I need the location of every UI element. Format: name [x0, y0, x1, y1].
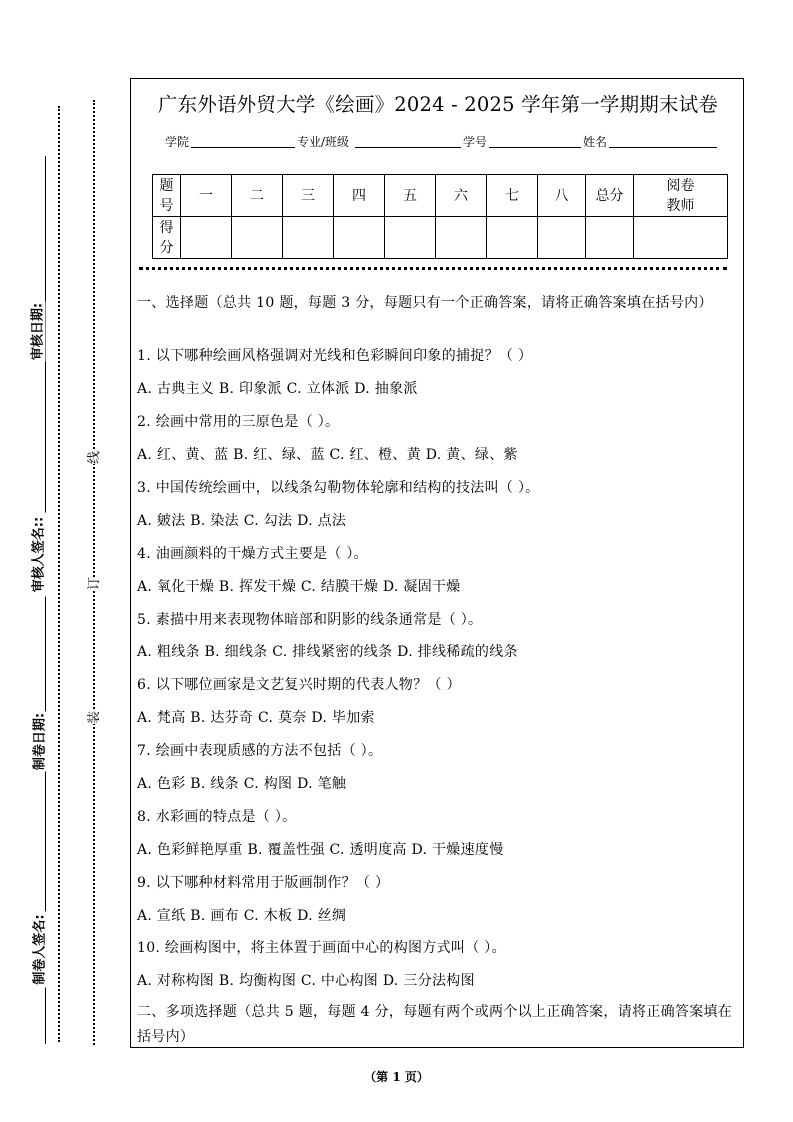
college-label: 学院	[165, 135, 190, 149]
question-4: 4. 油画颜料的干燥方式主要是（ ）。	[137, 546, 368, 562]
score-cell[interactable]	[283, 217, 334, 259]
score-table	[152, 174, 728, 259]
make-date-label: 制卷日期:	[29, 712, 48, 772]
section1-heading: 一、选择题（总共 10 题，每题 3 分，每题只有一个正确答案，请将正确答案填在括号内）	[137, 295, 713, 311]
major-label: 专业/班级	[297, 135, 350, 149]
question-1: 1. 以下哪种绘画风格强调对光线和色彩瞬间印象的捕捉？（ ）	[137, 348, 533, 364]
dotted-separator	[139, 267, 727, 270]
reviewer-label: 阅卷 教师	[634, 175, 728, 217]
options-9: A. 宣纸 B. 画布 C. 木板 D. 丝绸	[137, 908, 347, 924]
score-cell[interactable]	[487, 217, 538, 259]
score-cell[interactable]	[181, 217, 232, 259]
options-2: A. 红、黄、蓝 B. 红、绿、蓝 C. 红、橙、黄 D. 黄、绿、紫	[137, 447, 518, 463]
exam-frame	[130, 78, 744, 1048]
page-number: （第 1 页）	[364, 1070, 429, 1084]
options-10: A. 对称构图 B. 均衡构图 C. 中心构图 D. 三分法构图	[137, 973, 475, 989]
col-5: 五	[385, 175, 436, 217]
binding-char-bind: 装	[83, 711, 102, 724]
question-5: 5. 素描中用来表现物体暗部和阴影的线条通常是（ ）。	[137, 612, 483, 628]
score-cell[interactable]	[586, 217, 634, 259]
dotted-line-left	[58, 106, 60, 1042]
options-8: A. 色彩鲜艳厚重 B. 覆盖性强 C. 透明度高 D. 干燥速度慢	[137, 842, 504, 858]
student-id-label: 学号	[463, 135, 488, 149]
student-id-field[interactable]	[489, 147, 581, 148]
score-label: 得 分	[153, 217, 181, 259]
score-table-score-row	[153, 217, 728, 259]
options-6: A. 梵高 B. 达芬奇 C. 莫奈 D. 毕加索	[137, 710, 375, 726]
exam-title: 广东外语外贸大学《绘画》2024 - 2025 学年第一学期期末试卷	[157, 93, 719, 116]
binding-char-order: 订	[83, 577, 102, 590]
col-2: 二	[232, 175, 283, 217]
question-7: 7. 绘画中表现质感的方法不包括（ ）。	[137, 743, 383, 759]
score-cell[interactable]	[538, 217, 586, 259]
name-field[interactable]	[609, 147, 717, 148]
col-4: 四	[334, 175, 385, 217]
reviewer-sign-label: 审核人签名::	[28, 513, 47, 597]
score-cell[interactable]	[232, 217, 283, 259]
options-1: A. 古典主义 B. 印象派 C. 立体派 D. 抽象派	[137, 381, 418, 397]
question-number-label: 题 号	[153, 175, 181, 217]
score-cell[interactable]	[334, 217, 385, 259]
question-10: 10. 绘画构图中，将主体置于画面中心的构图方式叫（ ）。	[137, 940, 506, 956]
question-3: 3. 中国传统绘画中，以线条勾勒物体轮廓和结构的技法叫（ ）。	[137, 480, 540, 496]
options-3: A. 皴法 B. 染法 C. 勾法 D. 点法	[137, 513, 347, 529]
col-8: 八	[538, 175, 586, 217]
question-9: 9. 以下哪种材料常用于版画制作？（ ）	[137, 875, 390, 891]
col-1: 一	[181, 175, 232, 217]
col-total: 总分	[586, 175, 634, 217]
major-field[interactable]	[355, 147, 461, 148]
binding-char-line: 线	[83, 451, 102, 464]
question-6: 6. 以下哪位画家是文艺复兴时期的代表人物？（ ）	[137, 677, 461, 693]
options-4: A. 氧化干燥 B. 挥发干燥 C. 结膜干燥 D. 凝固干燥	[137, 579, 461, 595]
col-7: 七	[487, 175, 538, 217]
binding-dotted-line	[93, 100, 95, 1045]
col-6: 六	[436, 175, 487, 217]
college-field[interactable]	[191, 147, 295, 148]
col-3: 三	[283, 175, 334, 217]
section2-heading: 二、多项选择题（总共 5 题，每题 4 分，每题有两个或两个以上正确答案，请将正确答案填在括号内）	[137, 1004, 733, 1045]
question-2: 2. 绘画中常用的三原色是（ ）。	[137, 414, 340, 430]
review-date-label: 审核日期:	[27, 302, 46, 362]
question-8: 8. 水彩画的特点是（ ）。	[137, 809, 297, 825]
score-table-header-row	[153, 175, 728, 217]
reviewer-cell[interactable]	[634, 217, 728, 259]
score-cell[interactable]	[385, 217, 436, 259]
score-cell[interactable]	[436, 217, 487, 259]
maker-sign-label: 制卷人签名:	[29, 912, 48, 988]
options-5: A. 粗线条 B. 细线条 C. 排线紧密的线条 D. 排线稀疏的线条	[137, 644, 518, 660]
options-7: A. 色彩 B. 线条 C. 构图 D. 笔触	[137, 776, 347, 792]
name-label: 姓名	[583, 135, 608, 149]
